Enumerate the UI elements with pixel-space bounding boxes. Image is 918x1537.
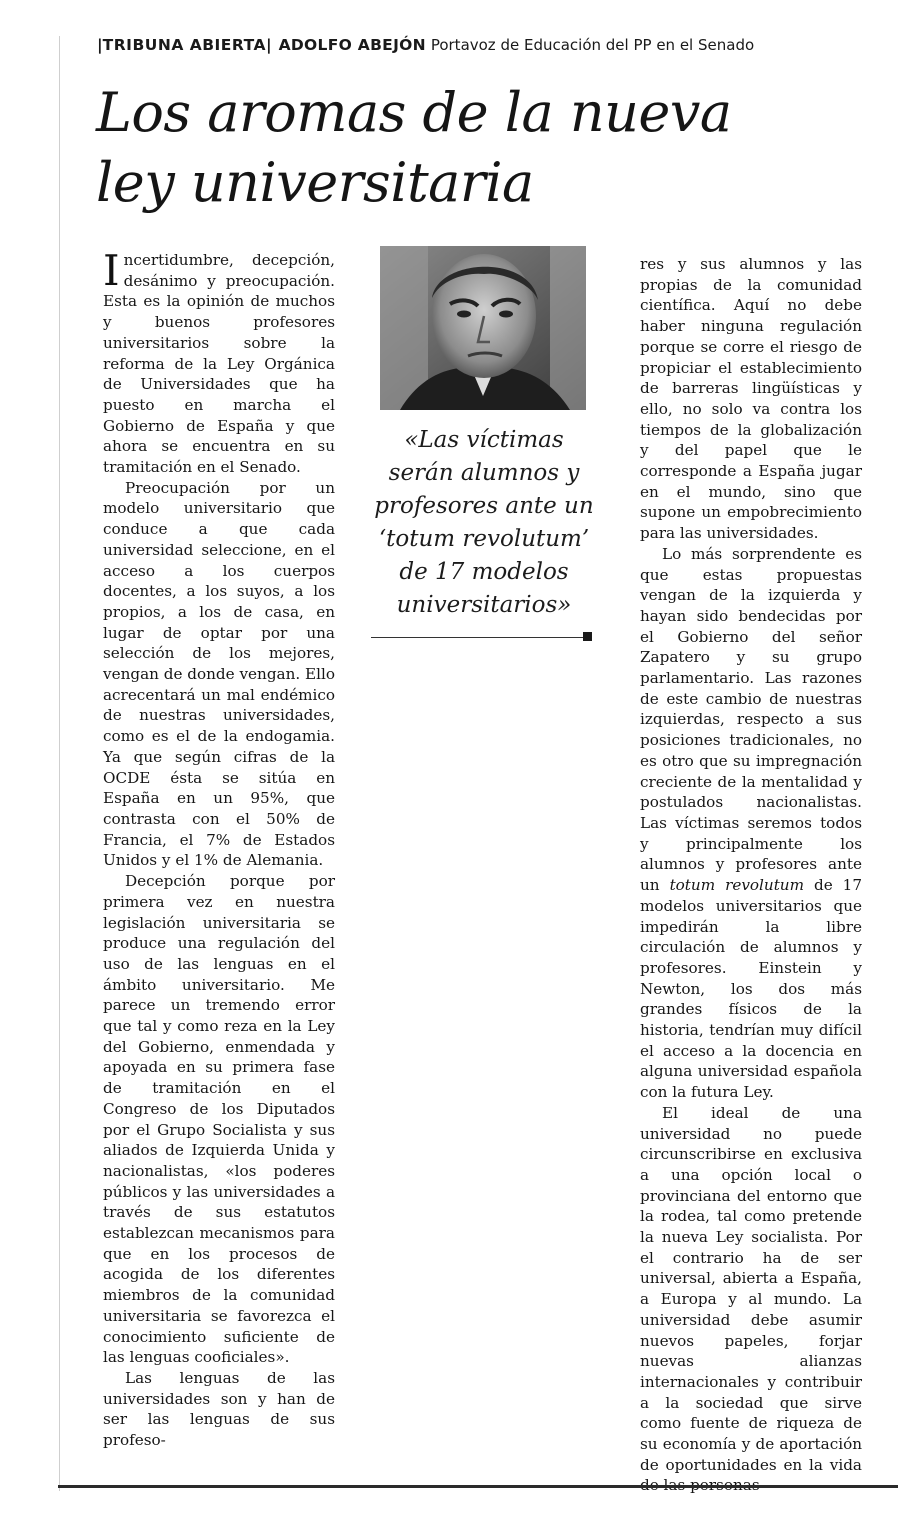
page-bottom-rule <box>58 1485 898 1488</box>
paragraph-3: Decepción porque por primera vez en nuestra legislación universitaria se produce una regulación del uso de las lenguas en el ámbito universitario. Me parece un tremendo error que tal y como reza en la Ley del Gobierno, enmendada y apoyada en su primera fase de tramitación en el Congreso de los Diputados por el Grupo Socialista y sus aliados de Izquierda Unida y nacionalistas, «los poderes públicos y las universidades a través de sus estatutos establezcan mecanismos para que en los procesos de acogida de los diferentes miembros de la comunidad universitaria se favorezca el conocimiento suficiente de las lenguas cooficiales». <box>103 872 335 1367</box>
pull-quote-end-mark <box>583 632 592 641</box>
pull-quote-rule <box>371 637 584 638</box>
author-name: ADOLFO ABEJÓN <box>278 36 426 54</box>
section-label: TRIBUNA ABIERTA <box>102 36 266 54</box>
paragraph-2: Preocupación por un modelo universitario que conduce a que cada universidad seleccione, en el acceso a los cuerpos docentes, a los suyos, a los propios, a los de casa, en lugar de optar por una selección de los mejores, vengan de donde vengan. Ello acrecentará un mal endémico de nuestras universidades, como es el de la endogamia. Ya que según cifras de la OCDE ésta se sitúa en España en un 95%, que contrasta con el 50% de Francia, el 7% de Estados Unidos y el 1% de Alemania. <box>103 478 335 870</box>
paragraph-5-end: de 17 modelos universitarios que impedirán la libre circulación de alumnos y profesores. Einstein y Newton, los dos más grandes físicos de la historia, tendrían muy difícil el acceso a la docencia en alguna universidad española con la futura Ley. <box>640 876 862 1102</box>
paragraph-4-end: res y sus alumnos y las propias de la comunidad científica. Aquí no debe haber ninguna regulación porque se corre el riesgo de propiciar el establecimiento de barreras lingüísticas y ello, no solo va contra los tiempos de la globalización y del papel que le corresponde a España jugar en el mundo, sino que supone un empobrecimiento para las universidades. <box>640 255 862 543</box>
article-column-1 <box>103 246 335 1451</box>
headline-line-1: Los aromas de la nueva <box>96 81 732 144</box>
article-headline <box>96 78 886 218</box>
paragraph-5-italic: totum revolutum <box>669 876 804 895</box>
drop-cap: I <box>103 246 120 295</box>
author-photo <box>380 246 586 410</box>
paragraph-6: El ideal de una universidad no puede circunscribirse en exclusiva a una opción local o provinciana del entorno que la rodea, tal como pretende la nueva Ley socialista. Por el contrario ha de ser universal, abierta a España, a Europa y al mundo. La universidad debe asumir nuevos papeles, forjar nuevas alianzas internacionales y contribuir a la sociedad que sirve como fuente de riqueza de su economía y de aportación de oportunidades en la vida <box>640 1103 862 1474</box>
article-column-3 <box>640 254 862 1496</box>
pull-quote: «Las víctimas serán alumnos y profesores ante un ‘totum revolutum’ de 17 modelos universitarios» <box>374 427 594 618</box>
article-kicker <box>97 36 897 62</box>
paragraph-4-start: Las lenguas de las universidades son y han de ser las lenguas de sus profeso- <box>103 1368 335 1450</box>
headline-line-2: ley universitaria <box>96 151 534 214</box>
paragraph-5 <box>640 544 862 1103</box>
author-role: Portavoz de Educación del PP en el Senado <box>430 36 755 54</box>
paragraph-1-text: ncertidumbre, decepción, desánimo y preocupación. Esta es la opinión de muchos y buenos profesores universitarios sobre la reforma de la Ley Orgánica de Universidades que ha puesto en marcha el Gobierno de España y que ahora se encuentra en su tramitación en el Senado. <box>103 251 335 477</box>
paragraph-5-text: Lo más sorprendente es que estas propuestas vengan de la izquierda y hayan sido bendecidas por el Gobierno del señor Zapatero y su grupo parlamentario. Las razones de este cambio de nuestras izquierdas, respecto a sus posiciones tradicionales, no es otro que su impregnación creciente de la mentalidad y postulados nacionalistas. Las víctimas seremos todos y principalmente los alumnos y profesores ante un <box>640 544 862 895</box>
paragraph-1 <box>103 246 335 478</box>
kicker-separator-2: | <box>265 36 272 54</box>
author-portrait-image <box>380 246 586 410</box>
kicker-separator: | <box>97 36 103 54</box>
page-margin-rule <box>59 36 60 1491</box>
